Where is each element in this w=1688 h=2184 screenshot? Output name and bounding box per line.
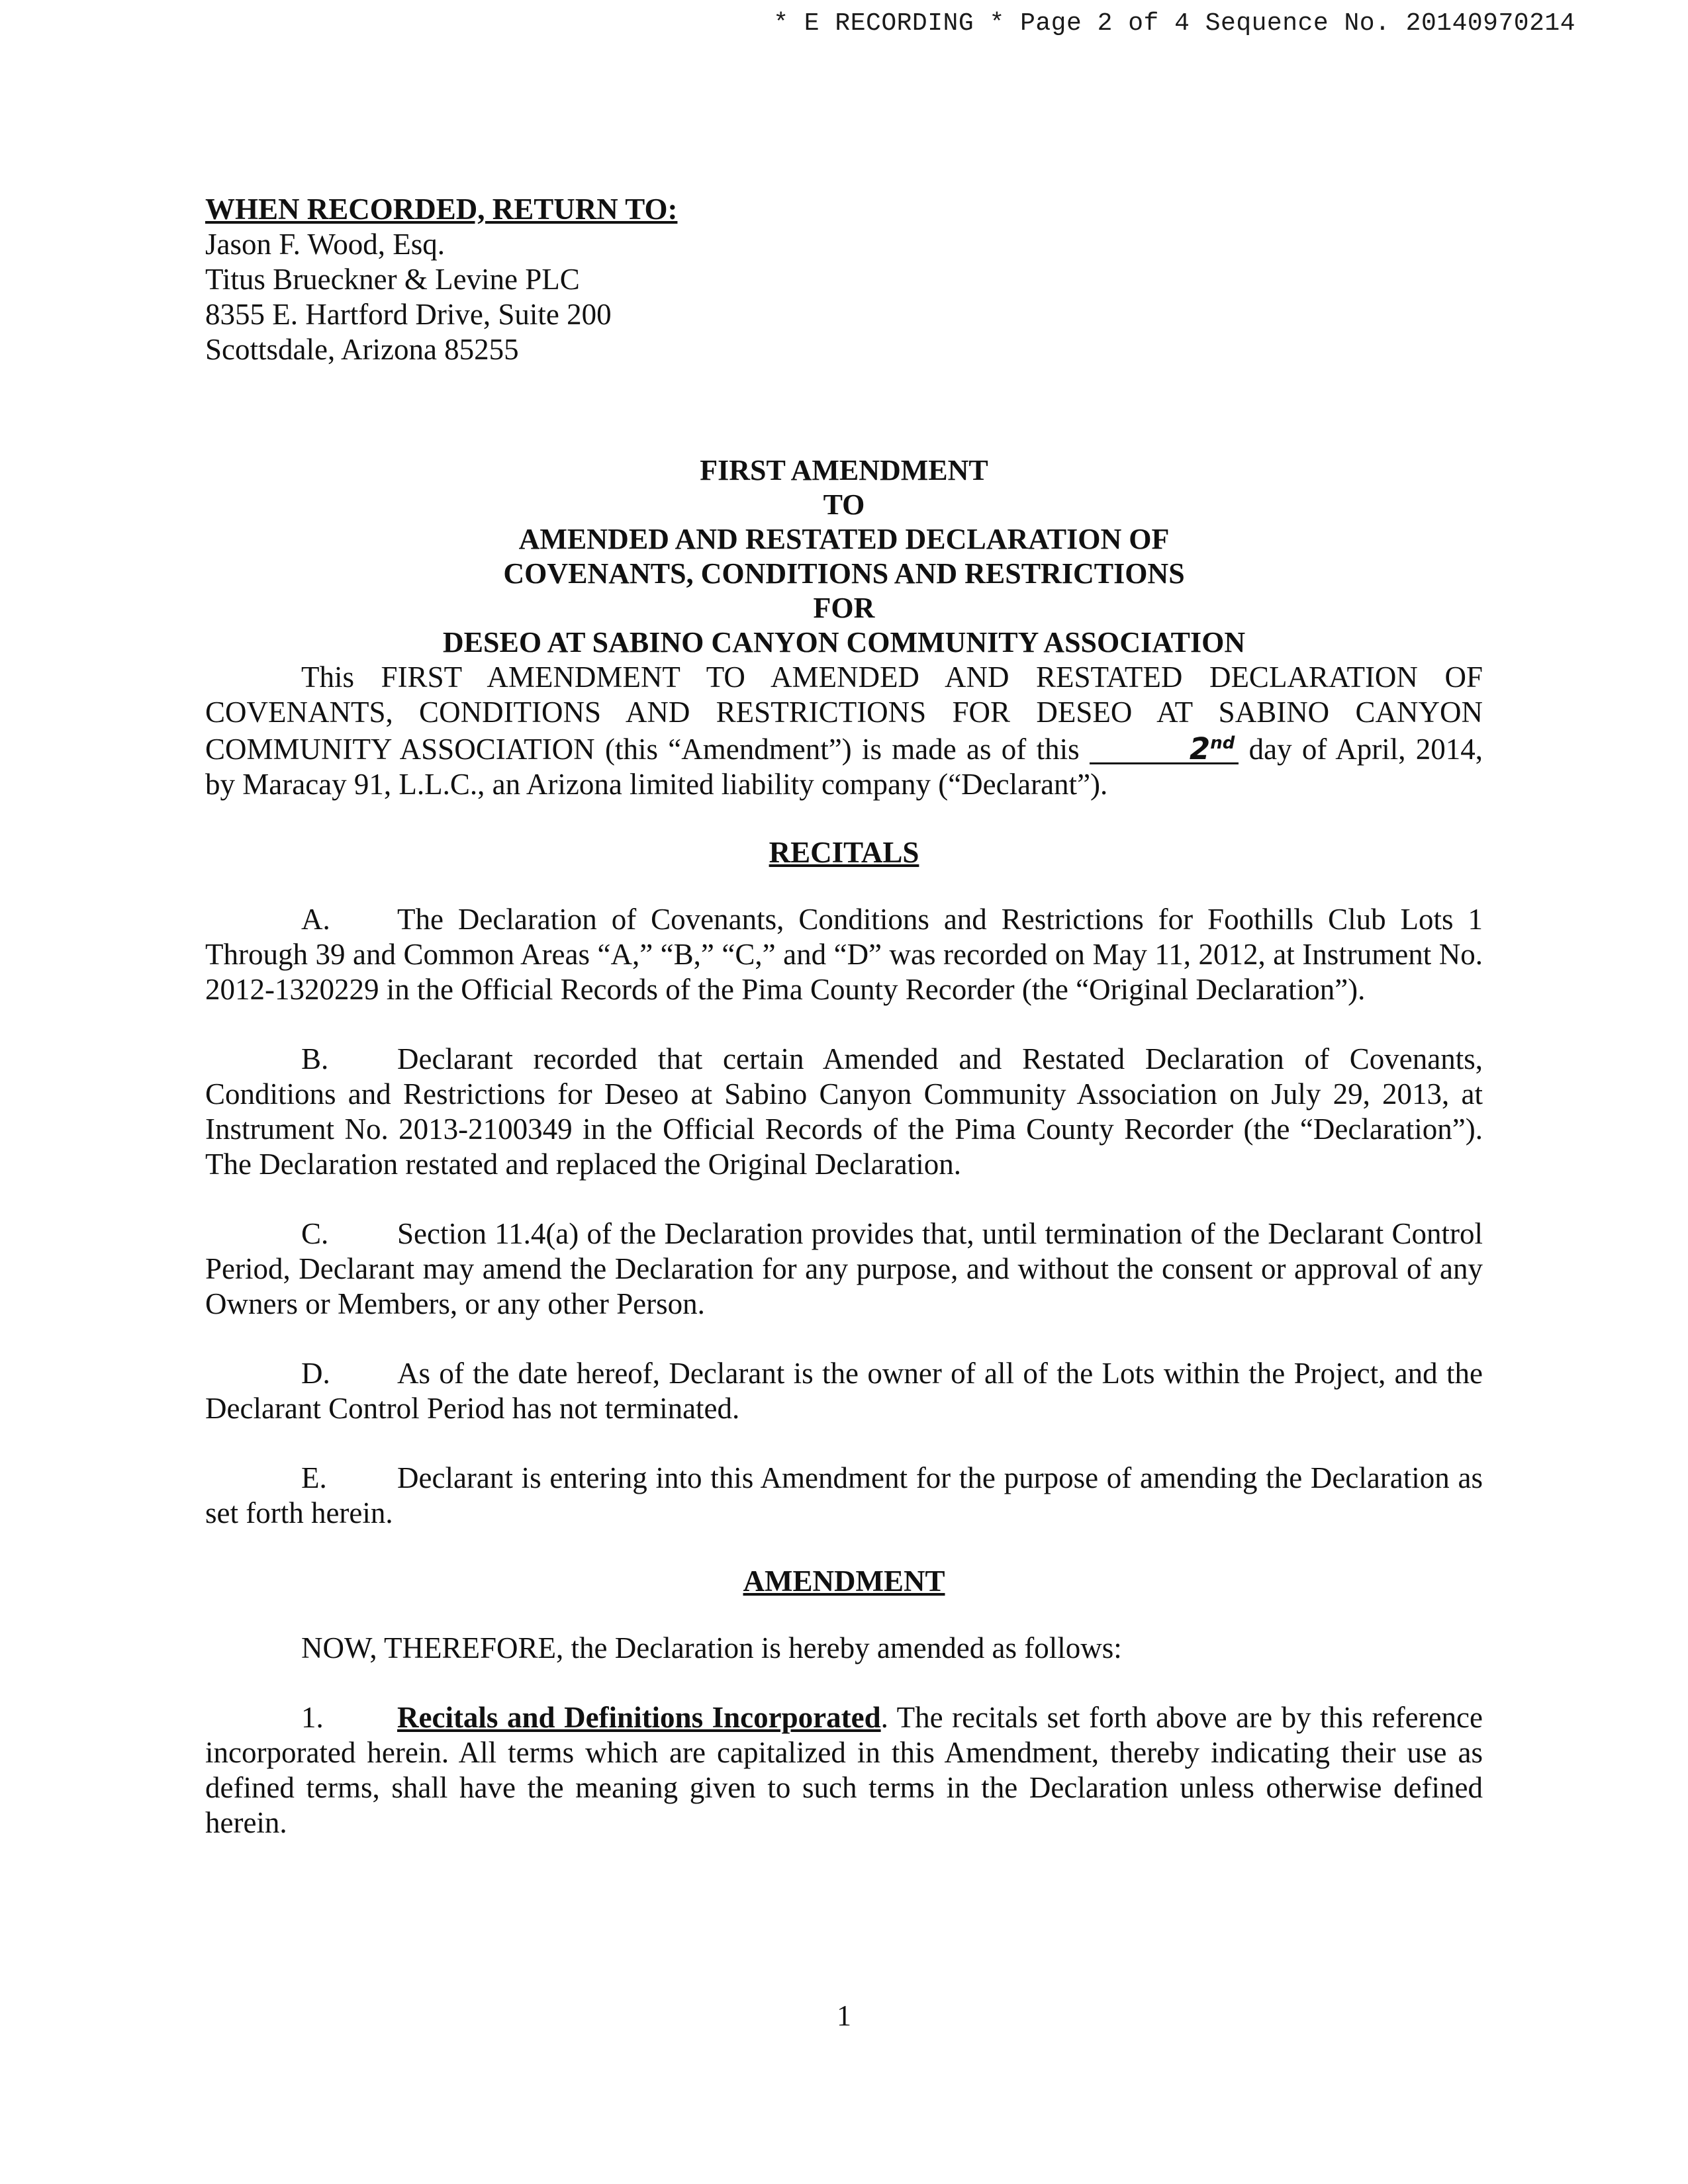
recital-e (205, 1461, 1483, 1531)
recital-text: Section 11.4(a) of the Declaration provides that, until termination of the Declarant Control Period, Declarant may amend the Declaration for any purpose, and without the consent or approval of any Owners or Members, or any other Person. (205, 1217, 1483, 1320)
title-line: TO (823, 488, 865, 521)
amendment-heading: AMENDMENT (743, 1565, 945, 1598)
intro-text-after: day of April, 2014, by Maracay 91, L.L.C., an Arizona limited liability company (“Declarant”). (205, 733, 1483, 801)
document-page (205, 192, 1483, 1870)
section-number: 1. (301, 1701, 324, 1734)
return-line: Titus Brueckner & Levine PLC (205, 263, 580, 296)
recital-label: E. (301, 1461, 327, 1494)
intro-paragraph (205, 660, 1483, 802)
amendment-section-1 (205, 1700, 1483, 1841)
recital-text: The Declaration of Covenants, Conditions and Restrictions for Foothills Club Lots 1 Through 39 and Common Areas “A,” “B,” “C,” and “D” was recorded on May 11, 2012, at Instrument No. 2012-1320229 in the Official Records of the Pima County Recorder (the “Original Declaration”). (205, 903, 1483, 1006)
recital-label: C. (301, 1217, 329, 1250)
recital-d (205, 1356, 1483, 1426)
title-line: FIRST AMENDMENT (700, 454, 988, 486)
recital-text: As of the date hereof, Declarant is the owner of all of the Lots within the Project, and the Declarant Control Period has not terminated. (205, 1357, 1483, 1425)
recital-label: D. (301, 1357, 330, 1390)
title-line: COVENANTS, CONDITIONS AND RESTRICTIONS (503, 557, 1185, 590)
return-line: Jason F. Wood, Esq. (205, 228, 445, 261)
section-text: . The recitals set forth above are by this reference incorporated herein. All terms which are capitalized in this Amendment, thereby indicating their use as defined terms, shall have the meaning given to such terms in the Declaration unless otherwise defined herein. (205, 1701, 1483, 1839)
recital-b (205, 1042, 1483, 1182)
return-address-block (205, 192, 1483, 367)
recital-c (205, 1216, 1483, 1322)
intro-text-before: This FIRST AMENDMENT TO AMENDED AND RESTATED DECLARATION OF COVENANTS, CONDITIONS AND RESTRICTIONS FOR DESEO AT SABINO CANYON COMMUNITY ASSOCIATION (this “Amendment”) is made as of this (205, 660, 1483, 766)
page-number: 1 (837, 1999, 851, 2032)
recital-text: Declarant recorded that certain Amended and Restated Declaration of Covenants, Conditions and Restrictions for Deseo at Sabino Canyon Community Association on July 29, 2013, at Instrument No. 2013-2100349 in the Official Records of the Pima County Recorder (the “Declaration”). The Declaration restated and replaced the Original Declaration. (205, 1042, 1483, 1181)
recital-label: B. (301, 1042, 329, 1075)
title-line: DESEO AT SABINO CANYON COMMUNITY ASSOCIATION (442, 626, 1246, 659)
title-line: AMENDED AND RESTATED DECLARATION OF (518, 523, 1170, 555)
recital-text: Declarant is entering into this Amendment for the purpose of amending the Declaration as set forth herein. (205, 1461, 1483, 1529)
return-line: 8355 E. Hartford Drive, Suite 200 (205, 298, 612, 331)
document-title (205, 453, 1483, 660)
return-line: Scottsdale, Arizona 85255 (205, 333, 519, 366)
amendment-lead: NOW, THEREFORE, the Declaration is hereby amended as follows: (301, 1631, 1122, 1664)
section-caption: Recitals and Definitions Incorporated (397, 1701, 881, 1734)
return-heading: WHEN RECORDED, RETURN TO: (205, 193, 678, 226)
recording-stamp: * E RECORDING * Page 2 of 4 Sequence No. 20140970214 (773, 9, 1575, 38)
handwritten-day: 2nd (1090, 730, 1239, 764)
title-line: FOR (813, 592, 875, 624)
recital-label: A. (301, 903, 330, 936)
recital-a (205, 902, 1483, 1007)
recitals-heading: RECITALS (769, 836, 919, 869)
